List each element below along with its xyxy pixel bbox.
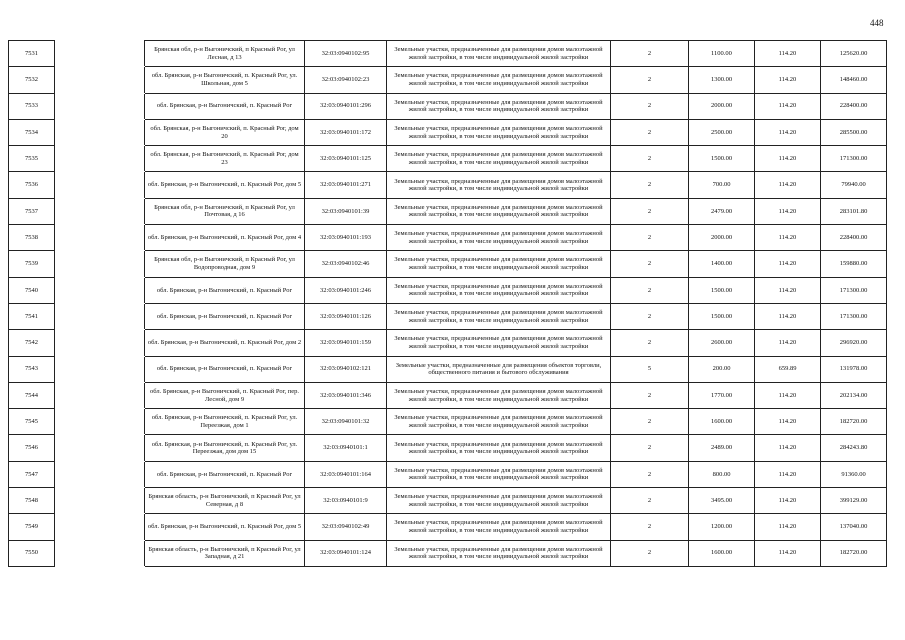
row-number: 7533	[9, 93, 55, 119]
table-row	[9, 461, 887, 487]
row-number: 7549	[9, 514, 55, 540]
group-cell: 2	[611, 461, 689, 487]
blank-cell	[55, 488, 145, 514]
table-row	[9, 172, 887, 198]
row-number: 7540	[9, 277, 55, 303]
area-cell: 2600.00	[689, 330, 755, 356]
blank-cell	[55, 277, 145, 303]
address-cell: обл. Брянская, р-н Выгоничский, п. Красный Рог, пер. Лесной, дом 9	[145, 382, 305, 408]
land-use-cell: Земельные участки, предназначенные для размещения домов малоэтажной жилой застройки, в том числе индивидуальной жилой застройки	[387, 41, 611, 67]
group-cell: 2	[611, 303, 689, 329]
land-use-cell: Земельные участки, предназначенные для размещения домов малоэтажной жилой застройки, в том числе индивидуальной жилой застройки	[387, 382, 611, 408]
cadastral-number-cell: 32:03:0940101:159	[305, 330, 387, 356]
land-use-cell: Земельные участки, предназначенные для размещения домов малоэтажной жилой застройки, в том числе индивидуальной жилой застройки	[387, 514, 611, 540]
cadastral-value-cell: 125620.00	[821, 41, 887, 67]
area-cell: 2489.00	[689, 435, 755, 461]
group-cell: 2	[611, 67, 689, 93]
address-cell: обл. Брянская, р-н Выгоничский, п. Красный Рог, ул. Переезжая, дом дом 15	[145, 435, 305, 461]
row-number: 7543	[9, 356, 55, 382]
address-cell: обл. Брянская, р-н Выгоничский, п. Красный Рог, дом 4	[145, 225, 305, 251]
area-cell: 2000.00	[689, 225, 755, 251]
group-cell: 2	[611, 198, 689, 224]
group-cell: 2	[611, 277, 689, 303]
row-number: 7536	[9, 172, 55, 198]
specific-value-cell: 114.20	[755, 514, 821, 540]
group-cell: 2	[611, 41, 689, 67]
cadastral-value-cell: 182720.00	[821, 409, 887, 435]
address-cell: обл. Брянская, р-н Выгоничский, п. Красный Рог, дом 2	[145, 330, 305, 356]
cadastral-number-cell: 32:03:0940101:271	[305, 172, 387, 198]
cadastral-number-cell: 32:03:0940102:95	[305, 41, 387, 67]
blank-cell	[55, 198, 145, 224]
address-cell: обл. Брянская, р-н Выгоничский, п. Красный Рог, дом 23	[145, 146, 305, 172]
row-number: 7539	[9, 251, 55, 277]
blank-cell	[55, 540, 145, 566]
area-cell: 800.00	[689, 461, 755, 487]
specific-value-cell: 114.20	[755, 461, 821, 487]
cadastral-number-cell: 32:03:0940101:296	[305, 93, 387, 119]
area-cell: 700.00	[689, 172, 755, 198]
table-row	[9, 67, 887, 93]
specific-value-cell: 114.20	[755, 251, 821, 277]
row-number: 7542	[9, 330, 55, 356]
row-number: 7546	[9, 435, 55, 461]
address-cell: Брянская область, р-н Выгоничский, п Красный Рог, ул Западная, д 21	[145, 540, 305, 566]
specific-value-cell: 114.20	[755, 435, 821, 461]
address-cell: обл. Брянская, р-н Выгоничский, п. Красный Рог	[145, 93, 305, 119]
blank-cell	[55, 303, 145, 329]
table-row	[9, 277, 887, 303]
blank-cell	[55, 251, 145, 277]
table-row	[9, 540, 887, 566]
cadastral-number-cell: 32:03:0940101:1	[305, 435, 387, 461]
blank-cell	[55, 409, 145, 435]
blank-cell	[55, 514, 145, 540]
land-use-cell: Земельные участки, предназначенные для размещения домов малоэтажной жилой застройки, в том числе индивидуальной жилой застройки	[387, 198, 611, 224]
specific-value-cell: 114.20	[755, 409, 821, 435]
group-cell: 2	[611, 435, 689, 461]
cadastral-number-cell: 32:03:0940101:193	[305, 225, 387, 251]
address-cell: обл. Брянская, р-н Выгоничский, п. Красный Рог	[145, 277, 305, 303]
blank-cell	[55, 382, 145, 408]
area-cell: 1600.00	[689, 409, 755, 435]
cadastral-value-cell: 228400.00	[821, 93, 887, 119]
land-use-cell: Земельные участки, предназначенные для размещения домов малоэтажной жилой застройки, в том числе индивидуальной жилой застройки	[387, 540, 611, 566]
land-use-cell: Земельные участки, предназначенные для размещения домов малоэтажной жилой застройки, в том числе индивидуальной жилой застройки	[387, 277, 611, 303]
cadastral-number-cell: 32:03:0940101:126	[305, 303, 387, 329]
group-cell: 2	[611, 251, 689, 277]
area-cell: 1300.00	[689, 67, 755, 93]
area-cell: 3495.00	[689, 488, 755, 514]
specific-value-cell: 114.20	[755, 172, 821, 198]
cadastral-number-cell: 32:03:0940102:49	[305, 514, 387, 540]
specific-value-cell: 114.20	[755, 146, 821, 172]
address-cell: обл. Брянская, р-н Выгоничский, п. Красный Рог	[145, 461, 305, 487]
table-row	[9, 435, 887, 461]
specific-value-cell: 114.20	[755, 382, 821, 408]
blank-cell	[55, 225, 145, 251]
row-number: 7531	[9, 41, 55, 67]
table-row	[9, 409, 887, 435]
land-use-cell: Земельные участки, предназначенные для размещения домов малоэтажной жилой застройки, в том числе индивидуальной жилой застройки	[387, 93, 611, 119]
blank-cell	[55, 119, 145, 145]
cadastral-number-cell: 32:03:0940101:246	[305, 277, 387, 303]
row-number: 7538	[9, 225, 55, 251]
row-number: 7550	[9, 540, 55, 566]
row-number: 7532	[9, 67, 55, 93]
group-cell: 2	[611, 514, 689, 540]
table-row	[9, 488, 887, 514]
table-row	[9, 356, 887, 382]
specific-value-cell: 114.20	[755, 67, 821, 93]
table-row	[9, 146, 887, 172]
land-use-cell: Земельные участки, предназначенные для размещения домов малоэтажной жилой застройки, в том числе индивидуальной жилой застройки	[387, 303, 611, 329]
table-row	[9, 225, 887, 251]
cadastral-number-cell: 32:03:0940101:346	[305, 382, 387, 408]
group-cell: 2	[611, 172, 689, 198]
area-cell: 2479.00	[689, 198, 755, 224]
specific-value-cell: 114.20	[755, 488, 821, 514]
cadastral-number-cell: 32:03:0940101:32	[305, 409, 387, 435]
specific-value-cell: 659.89	[755, 356, 821, 382]
specific-value-cell: 114.20	[755, 330, 821, 356]
blank-cell	[55, 461, 145, 487]
group-cell: 2	[611, 540, 689, 566]
blank-cell	[55, 330, 145, 356]
cadastral-value-cell: 159880.00	[821, 251, 887, 277]
table-row	[9, 303, 887, 329]
area-cell: 1600.00	[689, 540, 755, 566]
cadastral-number-cell: 32:03:0940102:23	[305, 67, 387, 93]
specific-value-cell: 114.20	[755, 198, 821, 224]
table-row	[9, 119, 887, 145]
row-number: 7535	[9, 146, 55, 172]
group-cell: 2	[611, 225, 689, 251]
cadastral-value-cell: 399129.00	[821, 488, 887, 514]
cadastral-value-cell: 171300.00	[821, 277, 887, 303]
group-cell: 2	[611, 409, 689, 435]
group-cell: 2	[611, 330, 689, 356]
blank-cell	[55, 146, 145, 172]
cadastral-value-cell: 283101.80	[821, 198, 887, 224]
row-number: 7537	[9, 198, 55, 224]
area-cell: 1200.00	[689, 514, 755, 540]
cadastral-value-cell: 182720.00	[821, 540, 887, 566]
cadastral-value-cell: 171300.00	[821, 146, 887, 172]
address-cell: Брянская обл, р-н Выгоничский, п Красный Рог, ул Водопроводная, дом 9	[145, 251, 305, 277]
page-number: 448	[870, 18, 884, 28]
land-use-cell: Земельные участки, предназначенные для размещения домов малоэтажной жилой застройки, в том числе индивидуальной жилой застройки	[387, 146, 611, 172]
land-use-cell: Земельные участки, предназначенные для размещения домов малоэтажной жилой застройки, в том числе индивидуальной жилой застройки	[387, 225, 611, 251]
cadastral-number-cell: 32:03:0940101:9	[305, 488, 387, 514]
land-use-cell: Земельные участки, предназначенные для размещения домов малоэтажной жилой застройки, в том числе индивидуальной жилой застройки	[387, 67, 611, 93]
address-cell: обл. Брянская, р-н Выгоничский, п. Красный Рог, дом 5	[145, 514, 305, 540]
group-cell: 2	[611, 382, 689, 408]
blank-cell	[55, 356, 145, 382]
specific-value-cell: 114.20	[755, 119, 821, 145]
cadastral-value-cell: 285500.00	[821, 119, 887, 145]
blank-cell	[55, 435, 145, 461]
address-cell: обл. Брянская, р-н Выгоничский, п. Красный Рог, дом 20	[145, 119, 305, 145]
table-row	[9, 251, 887, 277]
specific-value-cell: 114.20	[755, 540, 821, 566]
row-number: 7534	[9, 119, 55, 145]
cadastral-number-cell: 32:03:0940101:39	[305, 198, 387, 224]
blank-cell	[55, 172, 145, 198]
group-cell: 5	[611, 356, 689, 382]
blank-cell	[55, 41, 145, 67]
land-use-cell: Земельные участки, предназначенные для размещения домов малоэтажной жилой застройки, в том числе индивидуальной жилой застройки	[387, 251, 611, 277]
table-row	[9, 382, 887, 408]
address-cell: обл. Брянская, р-н Выгоничский, п. Красный Рог, дом 5	[145, 172, 305, 198]
specific-value-cell: 114.20	[755, 225, 821, 251]
specific-value-cell: 114.20	[755, 277, 821, 303]
cadastral-number-cell: 32:03:0940102:121	[305, 356, 387, 382]
area-cell: 2500.00	[689, 119, 755, 145]
group-cell: 2	[611, 93, 689, 119]
blank-cell	[55, 67, 145, 93]
row-number: 7544	[9, 382, 55, 408]
area-cell: 1100.00	[689, 41, 755, 67]
land-use-cell: Земельные участки, предназначенные для размещения домов малоэтажной жилой застройки, в том числе индивидуальной жилой застройки	[387, 435, 611, 461]
cadastral-value-cell: 296920.00	[821, 330, 887, 356]
cadastral-number-cell: 32:03:0940101:172	[305, 119, 387, 145]
address-cell: Брянская обл, р-н Выгоничский, п Красный Рог, ул Почтовая, д 16	[145, 198, 305, 224]
cadastral-value-cell: 202134.00	[821, 382, 887, 408]
area-cell: 1500.00	[689, 303, 755, 329]
cadastral-number-cell: 32:03:0940101:164	[305, 461, 387, 487]
cadastral-number-cell: 32:03:0940101:124	[305, 540, 387, 566]
address-cell: Брянская область, р-н Выгоничский, п Красный Рог, ул Северная, д 8	[145, 488, 305, 514]
address-cell: обл. Брянская, р-н Выгоничский, п. Красный Рог, ул. Переезжая, дом 1	[145, 409, 305, 435]
group-cell: 2	[611, 488, 689, 514]
address-cell: обл. Брянская, р-н Выгоничский, п. Красный Рог, ул. Школьная, дом 5	[145, 67, 305, 93]
registry-rows	[9, 41, 887, 567]
specific-value-cell: 114.20	[755, 41, 821, 67]
cadastral-value-cell: 228400.00	[821, 225, 887, 251]
table-row	[9, 514, 887, 540]
row-number: 7541	[9, 303, 55, 329]
group-cell: 2	[611, 119, 689, 145]
row-number: 7548	[9, 488, 55, 514]
row-number: 7547	[9, 461, 55, 487]
cadastral-value-cell: 131978.00	[821, 356, 887, 382]
address-cell: Брянская обл, р-н Выгоничский, п Красный Рог, ул Лесная, д 13	[145, 41, 305, 67]
address-cell: обл. Брянская, р-н Выгоничский, п. Красный Рог	[145, 303, 305, 329]
land-use-cell: Земельные участки, предназначенные для размещения домов малоэтажной жилой застройки, в том числе индивидуальной жилой застройки	[387, 488, 611, 514]
land-use-cell: Земельные участки, предназначенные для размещения домов малоэтажной жилой застройки, в том числе индивидуальной жилой застройки	[387, 119, 611, 145]
area-cell: 200.00	[689, 356, 755, 382]
cadastral-value-cell: 284243.80	[821, 435, 887, 461]
area-cell: 2000.00	[689, 93, 755, 119]
table-row	[9, 330, 887, 356]
row-number: 7545	[9, 409, 55, 435]
table-row	[9, 41, 887, 67]
land-use-cell: Земельные участки, предназначенные для размещения домов малоэтажной жилой застройки, в том числе индивидуальной жилой застройки	[387, 172, 611, 198]
cadastral-value-cell: 79940.00	[821, 172, 887, 198]
address-cell: обл. Брянская, р-н Выгоничский, п. Красный Рог	[145, 356, 305, 382]
group-cell: 2	[611, 146, 689, 172]
area-cell: 1400.00	[689, 251, 755, 277]
specific-value-cell: 114.20	[755, 93, 821, 119]
table-row	[9, 93, 887, 119]
table-row	[9, 198, 887, 224]
area-cell: 1500.00	[689, 277, 755, 303]
cadastral-number-cell: 32:03:0940101:125	[305, 146, 387, 172]
land-use-cell: Земельные участки, предназначенные для размещения домов малоэтажной жилой застройки, в том числе индивидуальной жилой застройки	[387, 461, 611, 487]
area-cell: 1770.00	[689, 382, 755, 408]
land-registry-table	[8, 40, 887, 567]
area-cell: 1500.00	[689, 146, 755, 172]
cadastral-value-cell: 148460.00	[821, 67, 887, 93]
blank-cell	[55, 93, 145, 119]
cadastral-number-cell: 32:03:0940102:46	[305, 251, 387, 277]
land-use-cell: Земельные участки, предназначенные для размещения домов малоэтажной жилой застройки, в том числе индивидуальной жилой застройки	[387, 330, 611, 356]
land-use-cell: Земельные участки, предназначенные для размещения домов малоэтажной жилой застройки, в том числе индивидуальной жилой застройки	[387, 409, 611, 435]
cadastral-value-cell: 91360.00	[821, 461, 887, 487]
specific-value-cell: 114.20	[755, 303, 821, 329]
land-use-cell: Земельные участки, предназначенные для размещения объектов торговли, общественного питания и бытового обслуживания	[387, 356, 611, 382]
cadastral-value-cell: 171300.00	[821, 303, 887, 329]
cadastral-value-cell: 137040.00	[821, 514, 887, 540]
